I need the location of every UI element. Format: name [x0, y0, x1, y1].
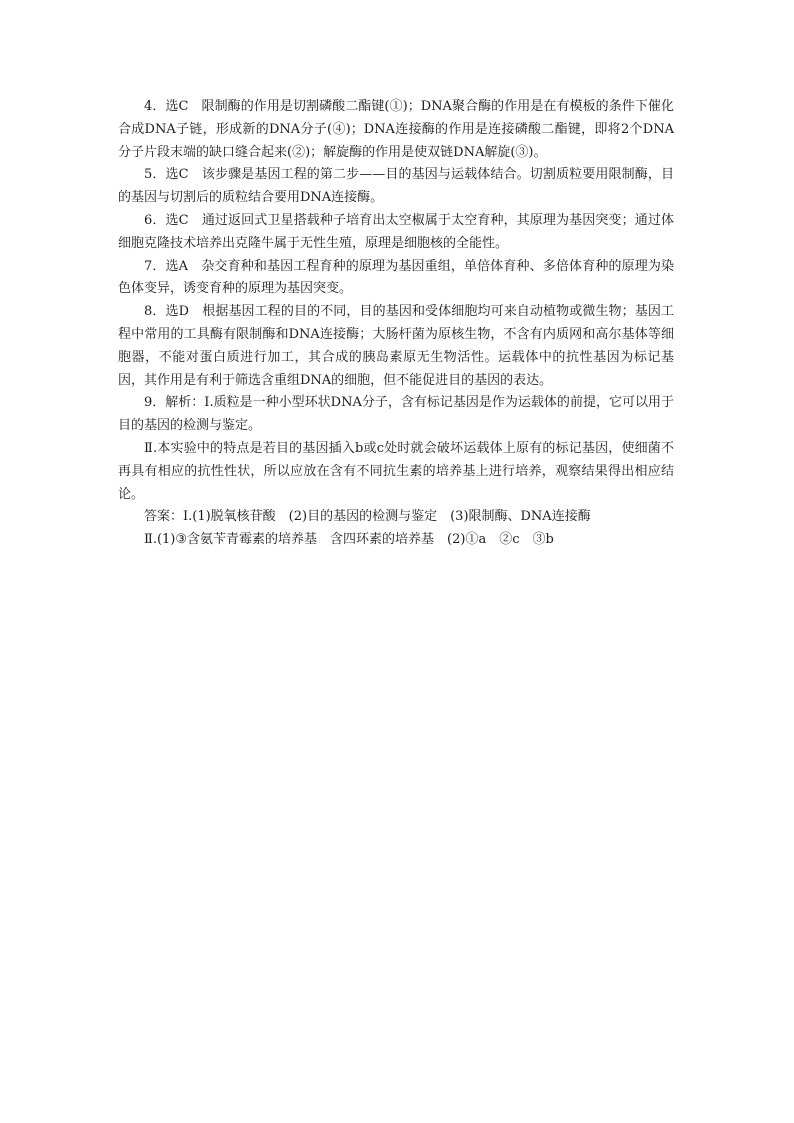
- explanation-8: 8．选D 根据基因工程的目的不同，目的基因和受体细胞均可来自动植物或微生物；基因工程中常用的工具酶有限制酶和DNA连接酶；大肠杆菌为原核生物，不含有内质网和高尔基体等细胞器，不能对蛋白质进行加工，其合成的胰岛素原无生物活性。运载体中的抗性基因为标记基因，其作用是有利于筛选含重组DNA的细胞，但不能促进目的基因的表达。: [118, 304, 674, 388]
- explanation-7: 7．选A 杂交育种和基因工程育种的原理为基因重组，单倍体育种、多倍体育种的原理为染色体变异，诱变育种的原理为基因突变。: [118, 258, 674, 297]
- explanation-9-part-1: 9．解析：Ⅰ.质粒是一种小型环状DNA分子，含有标记基因是作为运载体的前提，它可以用于目的基因的检测与鉴定。: [118, 395, 674, 434]
- answer-line-1: 答案：Ⅰ.(1)脱氧核苷酸 (2)目的基因的检测与鉴定 (3)限制酶、DNA连接酶: [144, 509, 591, 525]
- explanation-6: 6．选C 通过返回式卫星搭载种子培育出太空椒属于太空育种，其原理为基因突变；通过体细胞克隆技术培养出克隆牛属于无性生殖，原理是细胞核的全能性。: [118, 212, 674, 251]
- explanation-4: 4．选C 限制酶的作用是切割磷酸二酯键(①)；DNA聚合酶的作用是在有模板的条件下催化合成DNA子链，形成新的DNA分子(④)；DNA连接酶的作用是连接磷酸二酯键，即将2个DNA分子片段末端的缺口缝合起来(②)；解旋酶的作用是使双链DNA解旋(③)。: [118, 99, 674, 160]
- explanation-9-part-2: Ⅱ.本实验中的特点是若目的基因插入b或c处时就会破坏运载体上原有的标记基因，使细菌不再具有相应的抗性性状，所以应放在含有不同抗生素的培养基上进行培养，观察结果得出相应结论。: [118, 440, 674, 502]
- answer-document: [118, 96, 674, 552]
- explanation-5: 5．选C 该步骤是基因工程的第二步——目的基因与运载体结合。切割质粒要用限制酶，目的基因与切割后的质粒结合要用DNA连接酶。: [118, 167, 674, 206]
- answer-line-2: Ⅱ.(1)③含氨苄青霉素的培养基 含四环素的培养基 (2)①a ②c ③b: [144, 532, 554, 548]
